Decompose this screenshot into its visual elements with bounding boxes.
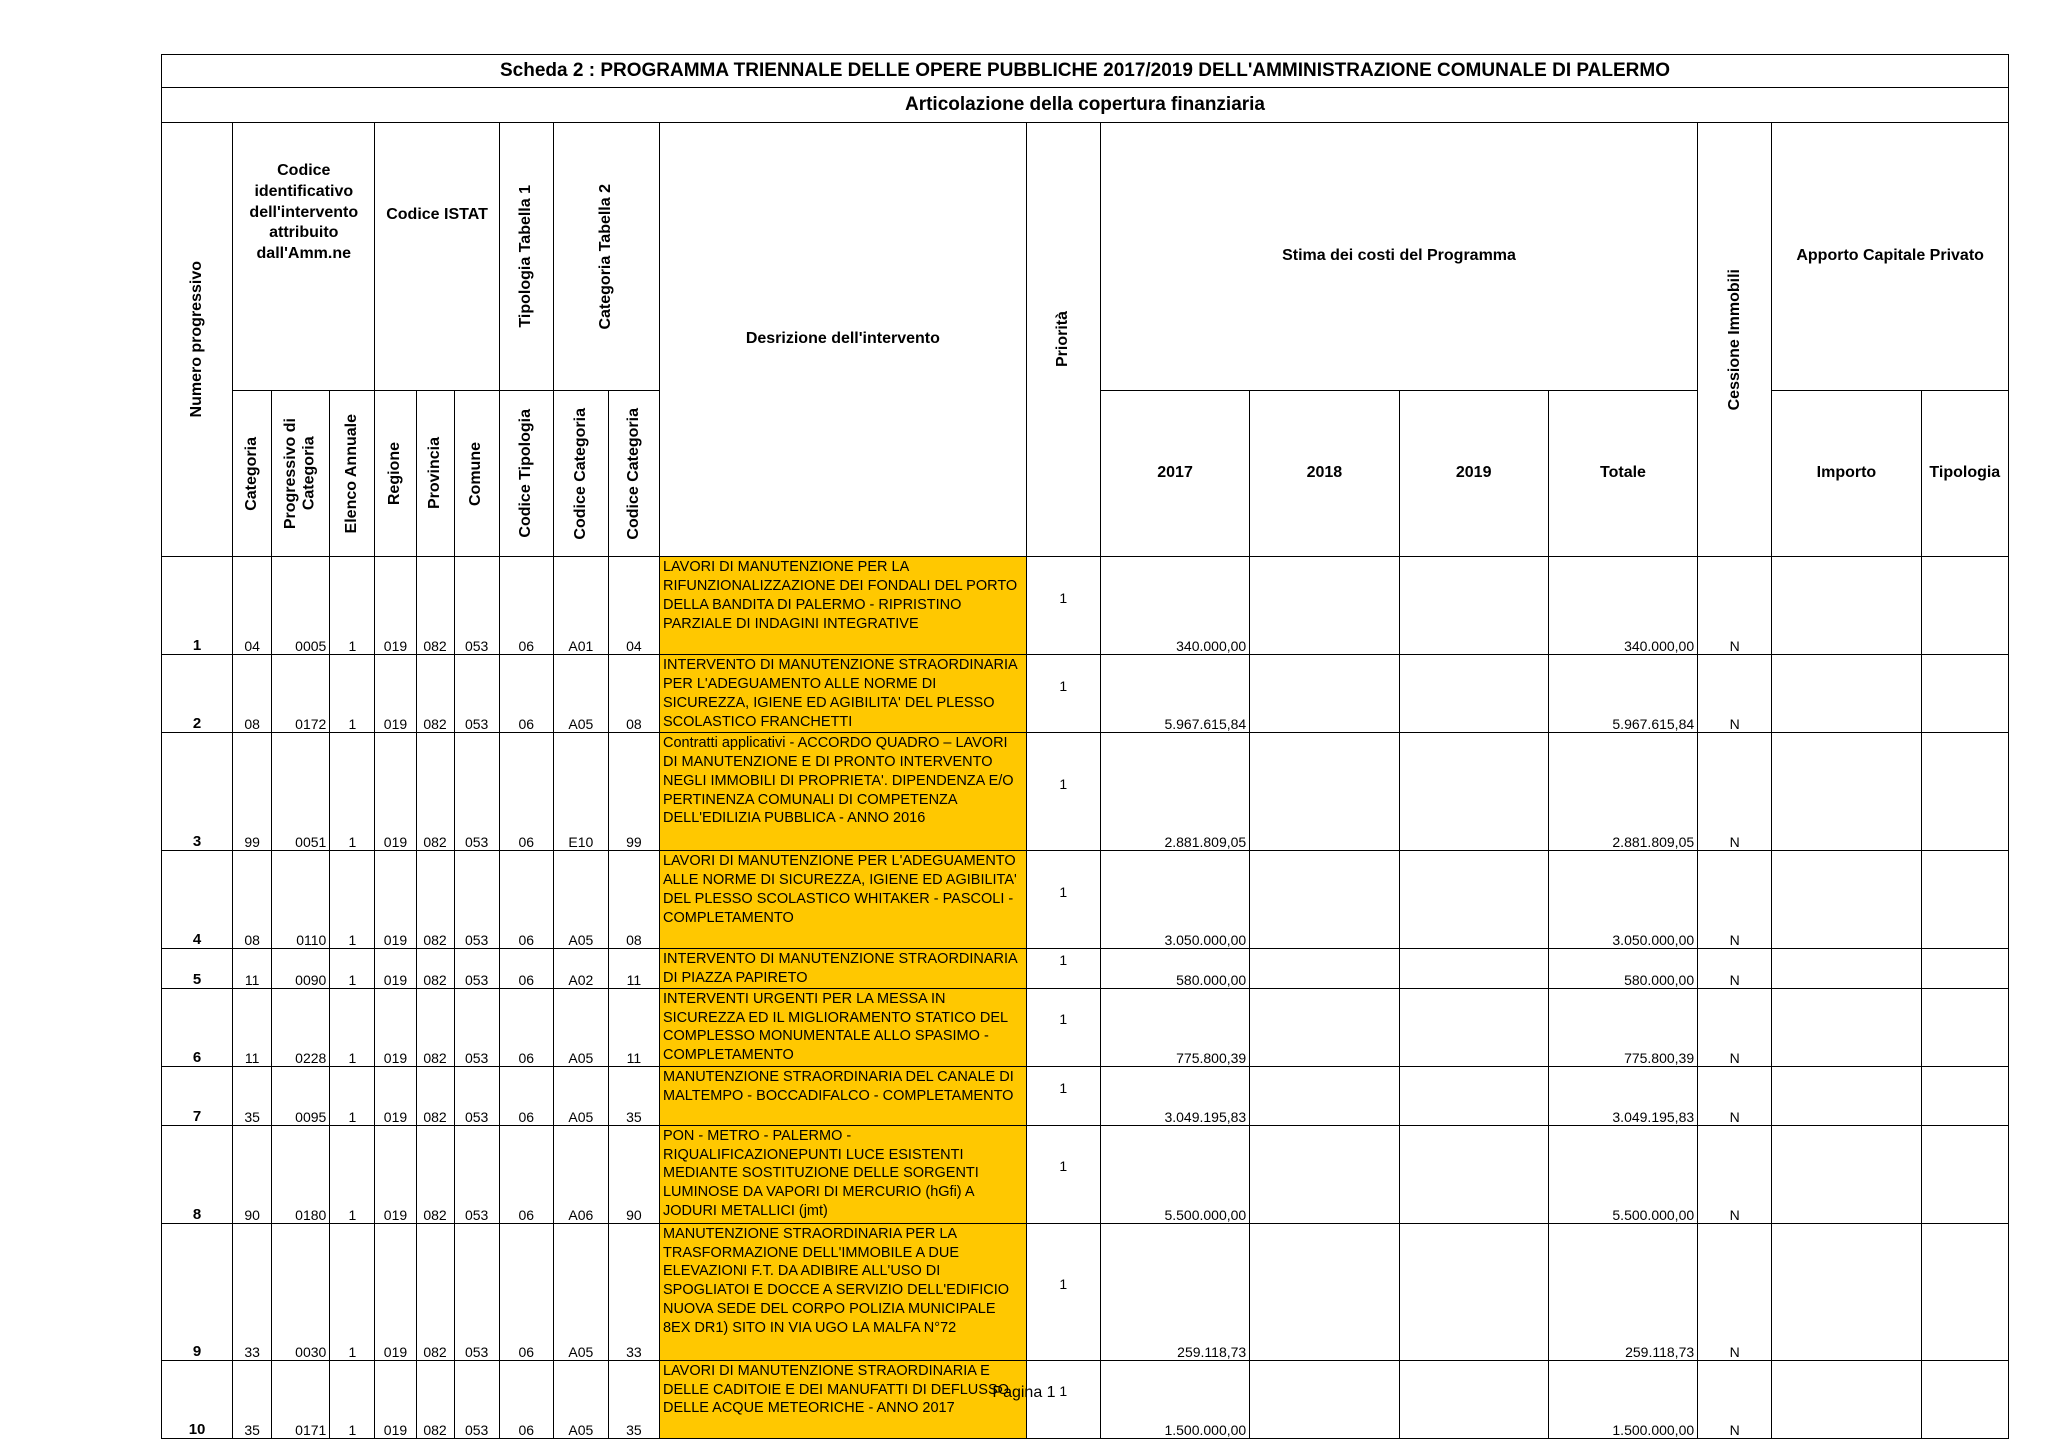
cell-tip: 06 [499, 949, 553, 989]
header-codice-identificativo: Codice identificativo dell'intervento attribuito dall'Amm.ne [233, 123, 375, 391]
cell-n: 2 [162, 655, 233, 733]
header-regione: Regione [375, 391, 416, 557]
cell-c2017: 580.000,00 [1100, 949, 1249, 989]
cell-ccat: A05 [553, 988, 608, 1066]
header-codice-categoria-a: Codice Categoria [553, 391, 608, 557]
cell-tot: 2.881.809,05 [1548, 733, 1697, 851]
header-comune: Comune [454, 391, 499, 557]
cell-prio [1026, 1066, 1100, 1125]
cell-c2017: 3.050.000,00 [1100, 851, 1249, 949]
header-categoria-tabella-2: Categoria Tabella 2 [553, 123, 659, 391]
cell-c2017: 259.118,73 [1100, 1223, 1249, 1360]
cell-desc: INTERVENTO DI MANUTENZIONE STRAORDINARIA DI PIAZZA PAPIRETO [659, 949, 1026, 989]
cell-cess: N [1698, 988, 1772, 1066]
cell-tip: 06 [499, 1223, 553, 1360]
header-codice-categoria-b: Codice Categoria [608, 391, 659, 557]
cell-prio [1026, 1223, 1100, 1360]
cell-ccat2: 08 [608, 655, 659, 733]
cell-ccat2: 11 [608, 949, 659, 989]
cell-cess: N [1698, 851, 1772, 949]
cell-tipol [1921, 1125, 2008, 1223]
table-row [162, 655, 2009, 733]
cell-tot: 5.967.615,84 [1548, 655, 1697, 733]
cell-ccat: A02 [553, 949, 608, 989]
priority-value: 1 [1059, 952, 1068, 969]
header-priorita: Priorità [1026, 123, 1100, 557]
header-totale: Totale [1548, 391, 1697, 557]
header-codice-istat: Codice ISTAT [375, 123, 499, 391]
cell-prio [1026, 733, 1100, 851]
cell-com: 053 [454, 1125, 499, 1223]
cell-ccat2: 90 [608, 1125, 659, 1223]
cell-tipol [1921, 733, 2008, 851]
cell-prov: 082 [416, 851, 454, 949]
priority-value: 1 [1059, 1275, 1068, 1292]
cell-imp [1772, 733, 1921, 851]
cell-ccat: A05 [553, 655, 608, 733]
cell-desc: MANUTENZIONE STRAORDINARIA DEL CANALE DI MALTEMPO - BOCCADIFALCO - COMPLETAMENTO [659, 1066, 1026, 1125]
cell-prio [1026, 655, 1100, 733]
priority-value: 1 [1059, 677, 1068, 694]
cell-c2017: 3.049.195,83 [1100, 1066, 1249, 1125]
cell-prov: 082 [416, 949, 454, 989]
cell-c2019 [1399, 1223, 1548, 1360]
header-2017: 2017 [1100, 391, 1249, 557]
cell-tipol [1921, 1066, 2008, 1125]
programma-table [161, 54, 2009, 1439]
cell-reg: 019 [375, 1223, 416, 1360]
cell-imp [1772, 851, 1921, 949]
cell-c2019 [1399, 949, 1548, 989]
cell-c2019 [1399, 851, 1548, 949]
cell-c2017: 775.800,39 [1100, 988, 1249, 1066]
cell-reg: 019 [375, 1360, 416, 1438]
cell-prov: 082 [416, 988, 454, 1066]
cell-tipol [1921, 655, 2008, 733]
header-2018: 2018 [1250, 391, 1399, 557]
cell-n: 4 [162, 851, 233, 949]
page-subtitle: Articolazione della copertura finanziaria [162, 88, 2009, 123]
cell-c2018 [1250, 733, 1399, 851]
cell-el: 1 [330, 1360, 375, 1438]
cell-prov: 082 [416, 733, 454, 851]
cell-n: 10 [162, 1360, 233, 1438]
cell-cess: N [1698, 655, 1772, 733]
cell-prog: 0005 [272, 557, 330, 655]
cell-ccat2: 99 [608, 733, 659, 851]
cell-c2019 [1399, 733, 1548, 851]
cell-prov: 082 [416, 1125, 454, 1223]
cell-prog: 0172 [272, 655, 330, 733]
cell-ccat: A05 [553, 851, 608, 949]
cell-cess: N [1698, 1360, 1772, 1438]
cell-el: 1 [330, 1125, 375, 1223]
cell-tot: 5.500.000,00 [1548, 1125, 1697, 1223]
cell-el: 1 [330, 1066, 375, 1125]
cell-tip: 06 [499, 988, 553, 1066]
cell-tip: 06 [499, 1125, 553, 1223]
cell-cat: 08 [233, 851, 272, 949]
cell-reg: 019 [375, 655, 416, 733]
cell-prov: 082 [416, 557, 454, 655]
cell-cat: 99 [233, 733, 272, 851]
cell-cat: 35 [233, 1360, 272, 1438]
cell-reg: 019 [375, 557, 416, 655]
cell-el: 1 [330, 733, 375, 851]
priority-value: 1 [1059, 1383, 1068, 1400]
cell-reg: 019 [375, 1125, 416, 1223]
cell-tot: 1.500.000,00 [1548, 1360, 1697, 1438]
cell-prov: 082 [416, 1360, 454, 1438]
cell-prog: 0180 [272, 1125, 330, 1223]
header-numero: Numero progressivo [162, 123, 233, 557]
cell-reg: 019 [375, 988, 416, 1066]
cell-desc: LAVORI DI MANUTENZIONE PER LA RIFUNZIONALIZZAZIONE DEI FONDALI DEL PORTO DELLA BANDITA DI PALERMO - RIPRISTINO PARZIALE DI INDAGINI INTEGRATIVE [659, 557, 1026, 655]
cell-reg: 019 [375, 1066, 416, 1125]
header-2019: 2019 [1399, 391, 1548, 557]
cell-tot: 775.800,39 [1548, 988, 1697, 1066]
cell-ccat2: 11 [608, 988, 659, 1066]
header-cessione-immobili: Cessione Immobili [1698, 123, 1772, 557]
cell-n: 8 [162, 1125, 233, 1223]
cell-cess: N [1698, 1125, 1772, 1223]
cell-tot: 259.118,73 [1548, 1223, 1697, 1360]
cell-ccat2: 04 [608, 557, 659, 655]
cell-c2019 [1399, 557, 1548, 655]
header-categoria: Categoria [233, 391, 272, 557]
cell-el: 1 [330, 988, 375, 1066]
cell-ccat: A05 [553, 1223, 608, 1360]
priority-value: 1 [1059, 883, 1068, 900]
table-row [162, 1066, 2009, 1125]
cell-imp [1772, 949, 1921, 989]
cell-desc: MANUTENZIONE STRAORDINARIA PER LA TRASFORMAZIONE DELL'IMMOBILE A DUE ELEVAZIONI F.T. DA ADIBIRE ALL'USO DI SPOGLIATOI E DOCCE A SERVIZIO DELL'EDIFICIO NUOVA SEDE DEL CORPO POLIZIA MUNICIPALE 8EX DR1) SITO IN VIA UGO LA MALFA N°72 [659, 1223, 1026, 1360]
cell-c2018 [1250, 851, 1399, 949]
table-row [162, 851, 2009, 949]
cell-n: 7 [162, 1066, 233, 1125]
cell-com: 053 [454, 988, 499, 1066]
cell-n: 5 [162, 949, 233, 989]
cell-c2019 [1399, 988, 1548, 1066]
table-row [162, 949, 2009, 989]
table-row [162, 1125, 2009, 1223]
table-row [162, 988, 2009, 1066]
cell-ccat2: 33 [608, 1223, 659, 1360]
cell-reg: 019 [375, 851, 416, 949]
cell-n: 3 [162, 733, 233, 851]
cell-imp [1772, 1223, 1921, 1360]
cell-prog: 0171 [272, 1360, 330, 1438]
cell-c2019 [1399, 655, 1548, 733]
cell-n: 9 [162, 1223, 233, 1360]
cell-com: 053 [454, 949, 499, 989]
cell-prio [1026, 949, 1100, 989]
cell-com: 053 [454, 733, 499, 851]
cell-prio [1026, 851, 1100, 949]
cell-imp [1772, 1125, 1921, 1223]
cell-tip: 06 [499, 1360, 553, 1438]
cell-prog: 0030 [272, 1223, 330, 1360]
cell-prio [1026, 557, 1100, 655]
cell-c2019 [1399, 1125, 1548, 1223]
cell-ccat: A01 [553, 557, 608, 655]
header-progressivo-categoria: Progressivo di Categoria [272, 391, 330, 557]
cell-tot: 580.000,00 [1548, 949, 1697, 989]
cell-tip: 06 [499, 557, 553, 655]
header-elenco-annuale: Elenco Annuale [330, 391, 375, 557]
cell-n: 6 [162, 988, 233, 1066]
cell-imp [1772, 988, 1921, 1066]
cell-com: 053 [454, 655, 499, 733]
cell-tipol [1921, 851, 2008, 949]
cell-cess: N [1698, 733, 1772, 851]
cell-ccat2: 35 [608, 1360, 659, 1438]
cell-c2018 [1250, 1223, 1399, 1360]
cell-imp [1772, 1066, 1921, 1125]
cell-c2018 [1250, 557, 1399, 655]
cell-c2017: 340.000,00 [1100, 557, 1249, 655]
cell-ccat: E10 [553, 733, 608, 851]
header-provincia: Provincia [416, 391, 454, 557]
cell-tot: 3.050.000,00 [1548, 851, 1697, 949]
cell-cat: 35 [233, 1066, 272, 1125]
cell-cess: N [1698, 1223, 1772, 1360]
cell-tip: 06 [499, 655, 553, 733]
cell-c2017: 5.500.000,00 [1100, 1125, 1249, 1223]
table-row [162, 557, 2009, 655]
cell-cess: N [1698, 1066, 1772, 1125]
cell-c2018 [1250, 1125, 1399, 1223]
priority-value: 1 [1059, 1158, 1068, 1175]
cell-desc: INTERVENTI URGENTI PER LA MESSA IN SICUREZZA ED IL MIGLIORAMENTO STATICO DEL COMPLESSO MONUMENTALE ALLO SPASIMO - COMPLETAMENTO [659, 988, 1026, 1066]
table-row [162, 733, 2009, 851]
cell-com: 053 [454, 851, 499, 949]
cell-desc: LAVORI DI MANUTENZIONE STRAORDINARIA E DELLE CADITOIE E DEI MANUFATTI DI DEFLUSSO DELLE ACQUE METEORICHE - ANNO 2017 [659, 1360, 1026, 1438]
cell-c2018 [1250, 1066, 1399, 1125]
cell-reg: 019 [375, 733, 416, 851]
cell-c2018 [1250, 949, 1399, 989]
header-descrizione: Desrizione dell'intervento [659, 123, 1026, 557]
cell-desc: PON - METRO - PALERMO - RIQUALIFICAZIONEPUNTI LUCE ESISTENTI MEDIANTE SOSTITUZIONE DELLE SORGENTI LUMINOSE DA VAPORI DI MERCURIO (hGfi) A JODURI METALLICI (jmt) [659, 1125, 1026, 1223]
cell-reg: 019 [375, 949, 416, 989]
cell-cat: 11 [233, 988, 272, 1066]
cell-tot: 340.000,00 [1548, 557, 1697, 655]
header-tipologia-tabella-1: Tipologia Tabella 1 [499, 123, 553, 391]
cell-el: 1 [330, 655, 375, 733]
cell-prog: 0110 [272, 851, 330, 949]
cell-ccat: A06 [553, 1125, 608, 1223]
cell-tipol [1921, 988, 2008, 1066]
priority-value: 1 [1059, 1079, 1068, 1096]
cell-ccat: A05 [553, 1066, 608, 1125]
cell-prov: 082 [416, 655, 454, 733]
header-stima-costi: Stima dei costi del Programma [1100, 123, 1697, 391]
cell-tipol [1921, 949, 2008, 989]
cell-c2017: 2.881.809,05 [1100, 733, 1249, 851]
cell-desc: INTERVENTO DI MANUTENZIONE STRAORDINARIA PER L'ADEGUAMENTO ALLE NORME DI SICUREZZA, IGIENE ED AGIBILITA' DEL PLESSO SCOLASTICO FRANCHETTI [659, 655, 1026, 733]
priority-value: 1 [1059, 775, 1068, 792]
cell-c2018 [1250, 655, 1399, 733]
cell-c2019 [1399, 1066, 1548, 1125]
priority-value: 1 [1059, 589, 1068, 606]
cell-tot: 3.049.195,83 [1548, 1066, 1697, 1125]
cell-prog: 0090 [272, 949, 330, 989]
cell-el: 1 [330, 1223, 375, 1360]
cell-cat: 08 [233, 655, 272, 733]
cell-el: 1 [330, 851, 375, 949]
cell-prog: 0228 [272, 988, 330, 1066]
cell-c2017: 1.500.000,00 [1100, 1360, 1249, 1438]
cell-com: 053 [454, 1066, 499, 1125]
cell-com: 053 [454, 1223, 499, 1360]
page-title: Scheda 2 : PROGRAMMA TRIENNALE DELLE OPERE PUBBLICHE 2017/2019 DELL'AMMINISTRAZIONE COMUNALE DI PALERMO [162, 55, 2009, 88]
cell-cat: 33 [233, 1223, 272, 1360]
cell-prov: 082 [416, 1066, 454, 1125]
cell-cat: 90 [233, 1125, 272, 1223]
cell-desc: LAVORI DI MANUTENZIONE PER L'ADEGUAMENTO ALLE NORME DI SICUREZZA, IGIENE ED AGIBILITA' DEL PLESSO SCOLASTICO WHITAKER - PASCOLI - COMPLETAMENTO [659, 851, 1026, 949]
cell-prog: 0051 [272, 733, 330, 851]
cell-imp [1772, 557, 1921, 655]
cell-prio [1026, 988, 1100, 1066]
header-codice-tipologia: Codice Tipologia [499, 391, 553, 557]
cell-cat: 11 [233, 949, 272, 989]
table-row [162, 1223, 2009, 1360]
cell-el: 1 [330, 949, 375, 989]
cell-ccat2: 35 [608, 1066, 659, 1125]
cell-tip: 06 [499, 851, 553, 949]
cell-prov: 082 [416, 1223, 454, 1360]
cell-cat: 04 [233, 557, 272, 655]
cell-com: 053 [454, 557, 499, 655]
header-apporto-capitale: Apporto Capitale Privato [1772, 123, 2009, 391]
cell-n: 1 [162, 557, 233, 655]
cell-imp [1772, 655, 1921, 733]
cell-com: 053 [454, 1360, 499, 1438]
cell-tipol [1921, 557, 2008, 655]
table-body [162, 557, 2009, 1439]
cell-tipol [1921, 1223, 2008, 1360]
cell-desc: Contratti applicativi - ACCORDO QUADRO – LAVORI DI MANUTENZIONE E DI PRONTO INTERVENTO NEGLI IMMOBILI DI PROPRIETA'. DIPENDENZA E/O PERTINENZA COMUNALI DI COMPETENZA DELL'EDILIZIA PUBBLICA - ANNO 2016 [659, 733, 1026, 851]
cell-c2017: 5.967.615,84 [1100, 655, 1249, 733]
header-importo: Importo [1772, 391, 1921, 557]
cell-prog: 0095 [272, 1066, 330, 1125]
cell-tip: 06 [499, 1066, 553, 1125]
cell-el: 1 [330, 557, 375, 655]
cell-c2018 [1250, 988, 1399, 1066]
cell-cess: N [1698, 557, 1772, 655]
header-tipologia: Tipologia [1921, 391, 2008, 557]
page-number: Pagina 1 [992, 1384, 1056, 1401]
cell-prio [1026, 1125, 1100, 1223]
cell-ccat: A05 [553, 1360, 608, 1438]
cell-ccat2: 08 [608, 851, 659, 949]
cell-cess: N [1698, 949, 1772, 989]
cell-tip: 06 [499, 733, 553, 851]
priority-value: 1 [1059, 1011, 1068, 1028]
